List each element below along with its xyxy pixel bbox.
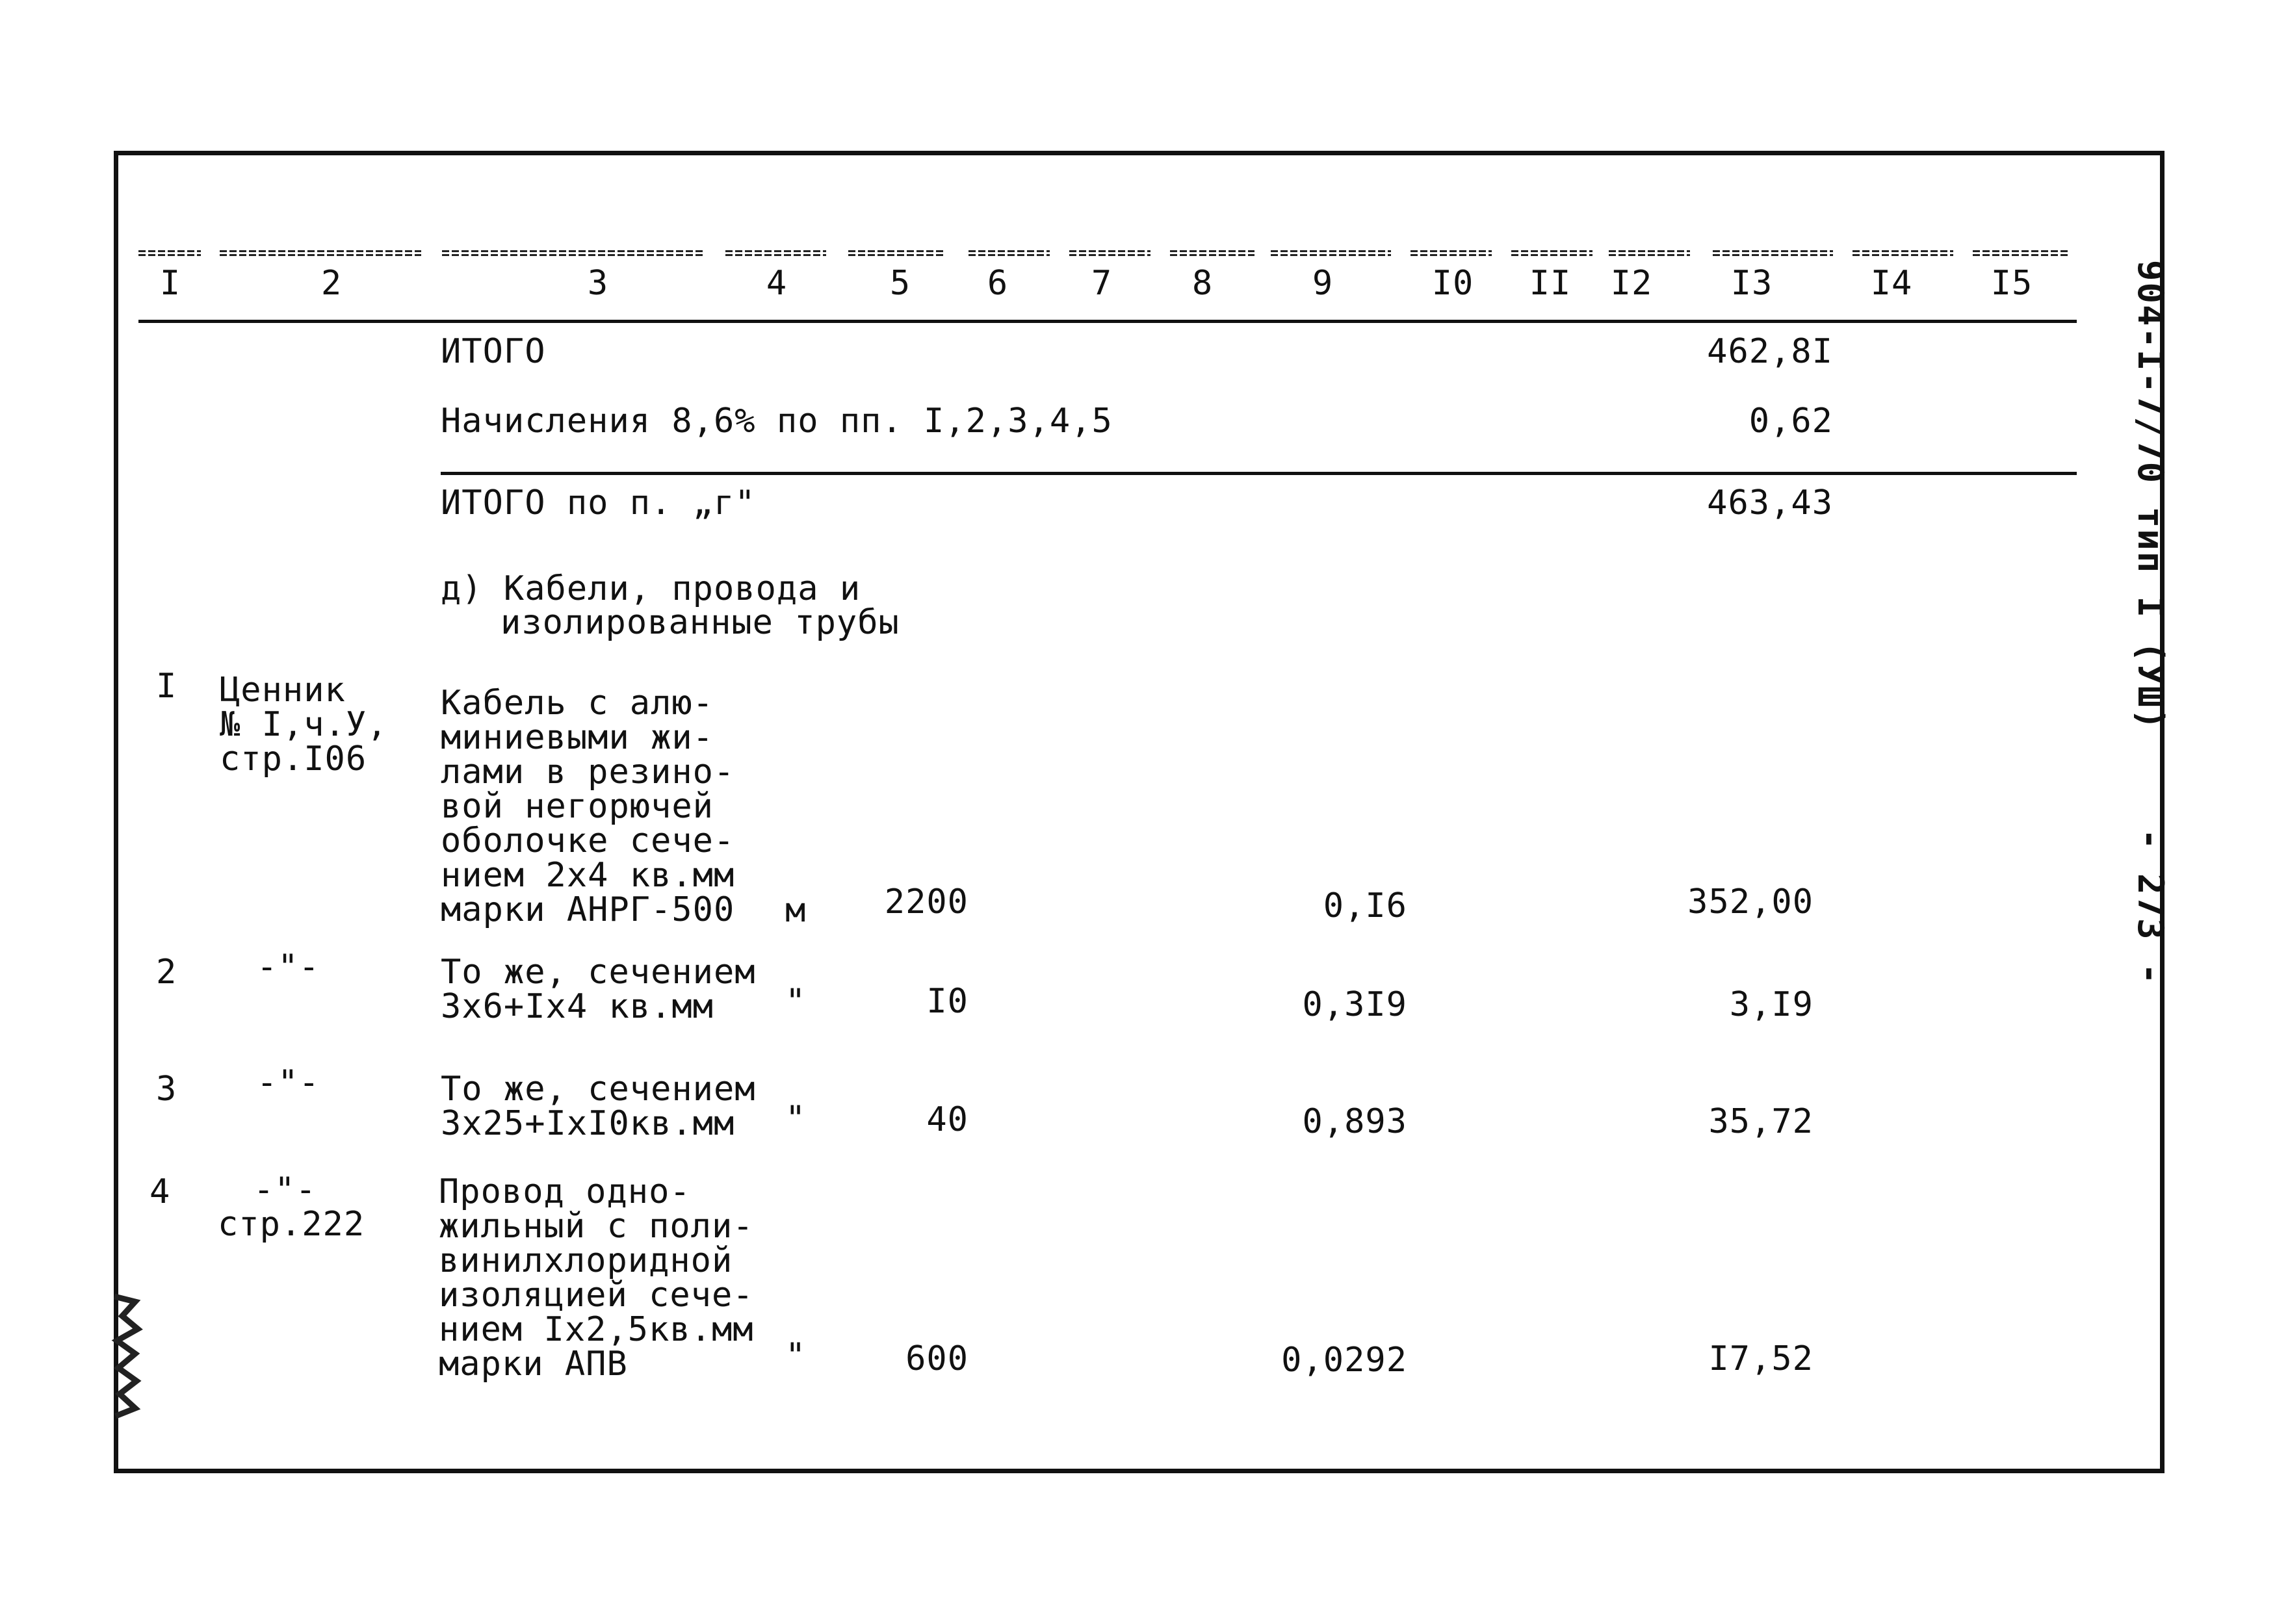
itogo-label: ИТОГО [441, 332, 546, 371]
header-dash [1973, 250, 2070, 256]
row-4-price: 0,0292 [1281, 1341, 1407, 1380]
col-header-3: 3 [587, 264, 609, 303]
col-header-13: I3 [1730, 264, 1773, 303]
itogo-value: 462,8I [1707, 332, 1833, 371]
row-3-total: 35,72 [1708, 1102, 1814, 1141]
col-header-11: II [1529, 264, 1572, 303]
charges-label: Начисления 8,6% по пп. I,2,3,4,5 [441, 402, 1113, 441]
charges-value: 0,62 [1748, 402, 1833, 441]
row-3-price: 0,893 [1302, 1102, 1407, 1141]
header-dash [1511, 250, 1592, 256]
col-header-2: 2 [320, 264, 343, 303]
row-3-description: То же, сечением 3х25+IхI0кв.мм [441, 1070, 756, 1143]
document-code: 904-I-7/70 тип I (УШ) [2130, 260, 2171, 731]
row-4-total: I7,52 [1708, 1339, 1814, 1378]
row-1-price: 0,I6 [1323, 886, 1407, 925]
col-header-10: I0 [1431, 264, 1474, 303]
header-dash [848, 250, 946, 256]
itogo-g-value: 463,43 [1707, 483, 1833, 522]
row-2-unit: " [785, 982, 807, 1021]
col-header-9: 9 [1312, 264, 1334, 303]
col-header-8: 8 [1191, 264, 1214, 303]
header-dash [442, 250, 705, 256]
col-header-15: I5 [1990, 264, 2033, 303]
archive-stamp-icon [109, 1290, 143, 1420]
row-2-total: 3,I9 [1729, 985, 1814, 1024]
col-header-4: 4 [766, 264, 788, 303]
row-4-description: Провод одно- жильный с поли- винилхлоридной изоляцией сече- нием Iх2,5кв.мм марки АПВ [439, 1172, 754, 1384]
header-dash [1271, 250, 1391, 256]
page-number: - 273 - [2130, 829, 2171, 986]
header-dash [138, 250, 201, 256]
col-header-7: 7 [1091, 264, 1113, 303]
row-2-description: То же, сечением 3х6+Iх4 кв.мм [441, 953, 756, 1026]
row-3-qty: 40 [926, 1100, 968, 1139]
col-header-14: I4 [1870, 264, 1913, 303]
header-dash [968, 250, 1050, 256]
col-header-1: I [159, 264, 181, 303]
row-2-price: 0,3I9 [1302, 985, 1407, 1024]
col-header-5: 5 [889, 264, 911, 303]
page-frame [114, 151, 2164, 1473]
row-1-unit: м [785, 891, 807, 930]
row-4-qty: 600 [905, 1339, 968, 1378]
section-title-line1: д) Кабели, провода и [441, 569, 861, 608]
row-2-qty: I0 [926, 982, 968, 1021]
row-1-qty: 2200 [884, 883, 968, 922]
col-header-12: I2 [1610, 264, 1653, 303]
header-dash [220, 250, 421, 256]
row-4-unit: " [785, 1336, 807, 1375]
row-2-number: 2 [156, 953, 177, 992]
itogo-g-label: ИТОГО по п. „г" [441, 483, 756, 522]
section-title-line2: изолированные трубы [500, 603, 900, 642]
row-2-ref: -"- [257, 947, 320, 986]
row-4-ref: -"- стр.222 [218, 1170, 365, 1244]
header-dash [1609, 250, 1690, 256]
header-rule [138, 320, 2077, 323]
row-3-unit: " [785, 1099, 807, 1138]
header-dash [1069, 250, 1150, 256]
row-3-number: 3 [156, 1070, 177, 1109]
row-1-number: I [156, 667, 177, 706]
header-dash [725, 250, 826, 256]
header-dash [1410, 250, 1492, 256]
header-dash [1713, 250, 1833, 256]
row-1-description: Кабель с алю- миниевыми жи- лами в резино- вой негорючей оболочке сече- нием 2х4 кв.мм марки АНРГ-500 [441, 684, 735, 929]
header-dash [1170, 250, 1254, 256]
row-1-ref: Ценник № I,ч.У, стр.I06 [220, 671, 388, 779]
row-3-ref: -"- [257, 1063, 320, 1102]
row-1-total: 352,00 [1687, 883, 1814, 922]
subtotal-rule [441, 472, 2077, 475]
header-dash [1852, 250, 1953, 256]
col-header-6: 6 [987, 264, 1009, 303]
row-4-number: 4 [150, 1172, 171, 1211]
